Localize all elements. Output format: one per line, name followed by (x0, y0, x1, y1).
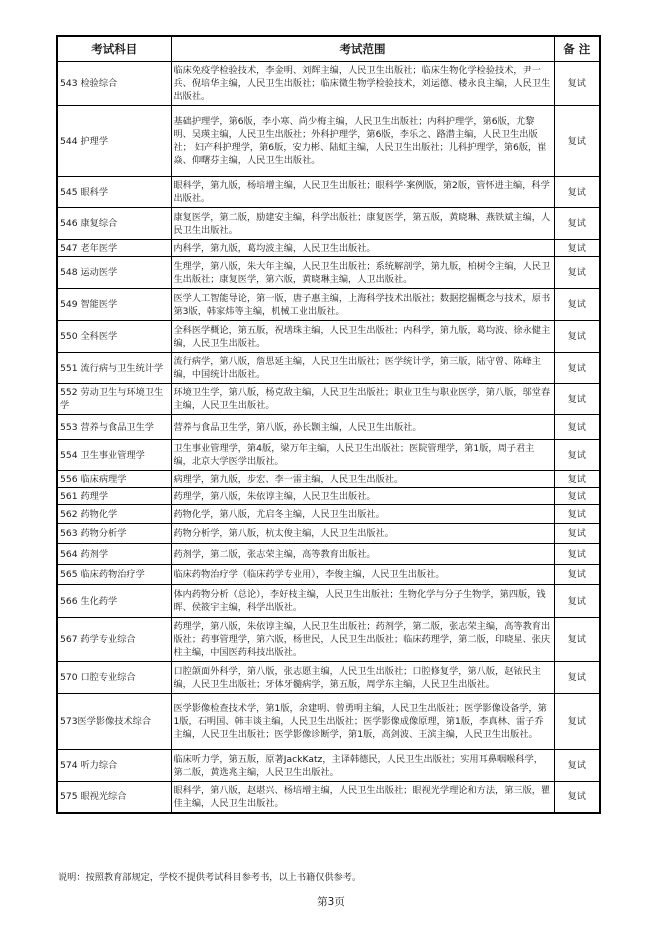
table-header-row (57, 36, 600, 62)
footnote: 说明：按照教育部规定，学校不提供考试科目参考书，以上书籍仅供参考。 (58, 872, 362, 883)
table-row (57, 440, 600, 471)
table-row (57, 694, 600, 750)
header-note: 备 注 (554, 36, 600, 62)
table-row (57, 257, 600, 289)
note-cell: 复试 (554, 177, 600, 208)
table-row (57, 289, 600, 321)
subject-cell: 561 药理学 (57, 488, 171, 505)
exam-scope-table (56, 35, 601, 814)
subject-cell: 543 检验综合 (57, 62, 171, 106)
table-row (57, 208, 600, 240)
table-row (57, 750, 600, 782)
table-row (57, 106, 600, 177)
table-row (57, 524, 600, 544)
table-row (57, 585, 600, 618)
table-row (57, 384, 600, 415)
table-row (57, 240, 600, 257)
note-cell: 复试 (554, 321, 600, 353)
scope-cell: 临床免疫学检验技术，李金明、刘辉主编，人民卫生出版社；临床生物化学检验技术，尹一兵、倪培华主编，人民卫生出版社；临床微生物学检验技术，刘运德、楼永良主编，人民卫生出版社。 (171, 62, 554, 106)
scope-cell: 流行病学，第八版，詹思延主编，人民卫生出版社；医学统计学，第三版，陆守曾、陈峰主编，中国统计出版社。 (171, 353, 554, 384)
exam-scope-table-container (56, 35, 599, 814)
note-cell: 复试 (554, 471, 600, 488)
table-row (57, 565, 600, 585)
scope-cell: 内科学，第九版，葛均波主编，人民卫生出版社。 (171, 240, 554, 257)
note-cell: 复试 (554, 353, 600, 384)
note-cell: 复试 (554, 62, 600, 106)
scope-cell: 药理学，第八版，朱依谆主编，人民卫生出版社。 (171, 488, 554, 505)
subject-cell: 550 全科医学 (57, 321, 171, 353)
subject-cell: 564 药剂学 (57, 544, 171, 565)
table-body (57, 62, 600, 813)
subject-cell: 551 流行病与卫生统计学 (57, 353, 171, 384)
note-cell: 复试 (554, 488, 600, 505)
scope-cell: 医学人工智能导论，第一版，唐子惠主编，上海科学技术出版社；数据挖掘概念与技术，原书第3版，韩家炜等主编，机械工业出版社。 (171, 289, 554, 321)
scope-cell: 环境卫生学，第八版，杨克敌主编，人民卫生出版社；职业卫生与职业医学，第八版，邬堂春主编，人民卫生出版社。 (171, 384, 554, 415)
subject-cell: 565 临床药物治疗学 (57, 565, 171, 585)
note-cell: 复试 (554, 782, 600, 813)
subject-cell: 553 营养与食品卫生学 (57, 415, 171, 440)
scope-cell: 康复医学，第二版，励建安主编，科学出版社；康复医学，第五版，黄晓琳、燕铁斌主编，人民卫生出版社。 (171, 208, 554, 240)
subject-cell: 567 药学专业综合 (57, 618, 171, 662)
scope-cell: 全科医学概论，第五版，祝墡珠主编，人民卫生出版社；内科学，第九版，葛均波、徐永健主编，人民卫生出版社。 (171, 321, 554, 353)
note-cell: 复试 (554, 618, 600, 662)
scope-cell: 生理学，第八版，朱大年主编，人民卫生出版社；系统解剖学，第九版，柏树令主编，人民卫生出版社；康复医学，第六版，黄晓琳主编，人卫出版社。 (171, 257, 554, 289)
note-cell: 复试 (554, 289, 600, 321)
note-cell: 复试 (554, 240, 600, 257)
scope-cell: 基础护理学，第6版，李小寒、尚少梅主编，人民卫生出版社；内科护理学，第6版，尤黎明、吴瑛主编，人民卫生出版社；外科护理学，第6版，李乐之、路潜主编，人民卫生出版社； 妇产科护理学，第6版，安力彬、陆虹主编，人民卫生出版社；儿科护理学，第6版，崔焱、仰曙芬主编，人民卫生出版社。 (171, 106, 554, 177)
scope-cell: 体内药物分析（总论），李好枝主编，人民卫生出版社；生物化学与分子生物学，第四版，钱晖、侯筱宇主编，科学出版社。 (171, 585, 554, 618)
header-scope: 考试范围 (171, 36, 554, 62)
subject-cell: 554 卫生事业管理学 (57, 440, 171, 471)
scope-cell: 营养与食品卫生学，第八版，孙长颢主编，人民卫生出版社。 (171, 415, 554, 440)
note-cell: 复试 (554, 505, 600, 524)
note-cell: 复试 (554, 750, 600, 782)
subject-cell: 563 药物分析学 (57, 524, 171, 544)
table-row (57, 662, 600, 694)
table-row (57, 177, 600, 208)
note-cell: 复试 (554, 662, 600, 694)
scope-cell: 药剂学，第二版，张志荣主编，高等教育出版社。 (171, 544, 554, 565)
scope-cell: 临床药物治疗学（临床药学专业用），李俊主编，人民卫生出版社。 (171, 565, 554, 585)
subject-cell: 556 临床病理学 (57, 471, 171, 488)
header-subject: 考试科目 (57, 36, 171, 62)
scope-cell: 临床听力学，第五版，原著JackKatz，主译韩德民，人民卫生出版社；实用耳鼻咽喉科学，第二版，黄选兆主编，人民卫生出版社。 (171, 750, 554, 782)
note-cell: 复试 (554, 415, 600, 440)
table-row (57, 415, 600, 440)
subject-cell: 552 劳动卫生与环境卫生学 (57, 384, 171, 415)
note-cell: 复试 (554, 106, 600, 177)
subject-cell: 574 听力综合 (57, 750, 171, 782)
table-row (57, 488, 600, 505)
scope-cell: 药物分析学，第八版，杭太俊主编，人民卫生出版社。 (171, 524, 554, 544)
scope-cell: 口腔颌面外科学，第八版，张志愿主编，人民卫生出版社；口腔修复学，第八版，赵铱民主编，人民卫生出版社；牙体牙髓病学，第五版，周学东主编，人民卫生出版社。 (171, 662, 554, 694)
table-row (57, 544, 600, 565)
subject-cell: 549 智能医学 (57, 289, 171, 321)
subject-cell: 562 药物化学 (57, 505, 171, 524)
note-cell: 复试 (554, 257, 600, 289)
note-cell: 复试 (554, 694, 600, 750)
scope-cell: 药物化学，第八版，尤启冬主编，人民卫生出版社。 (171, 505, 554, 524)
scope-cell: 眼科学，第九版，杨培增主编，人民卫生出版社；眼科学·案例版，第2版，管怀进主编，科学出版社。 (171, 177, 554, 208)
subject-cell: 545 眼科学 (57, 177, 171, 208)
scope-cell: 病理学，第九版，步宏、李一雷主编，人民卫生出版社。 (171, 471, 554, 488)
note-cell: 复试 (554, 544, 600, 565)
subject-cell: 547 老年医学 (57, 240, 171, 257)
table-row (57, 62, 600, 106)
scope-cell: 医学影像检查技术学，第1版，余建明、曾勇明主编，人民卫生出版社；医学影像设备学，第1版，石明国、韩丰谈主编，人民卫生出版社；医学影像成像原理，第1版，李真林、雷子乔主编，人民卫生出版社；医学影像诊断学，第1版，高剑波、王滨主编，人民卫生出版社。 (171, 694, 554, 750)
subject-cell: 548 运动医学 (57, 257, 171, 289)
subject-cell: 573医学影像技术综合 (57, 694, 171, 750)
subject-cell: 570 口腔专业综合 (57, 662, 171, 694)
table-row (57, 782, 600, 813)
table-row (57, 618, 600, 662)
table-row (57, 353, 600, 384)
scope-cell: 卫生事业管理学，第4版，梁万年主编，人民卫生出版社；医院管理学，第1版，周子君主编，北京大学医学出版社。 (171, 440, 554, 471)
note-cell: 复试 (554, 440, 600, 471)
subject-cell: 566 生化药学 (57, 585, 171, 618)
note-cell: 复试 (554, 585, 600, 618)
note-cell: 复试 (554, 524, 600, 544)
table-row (57, 321, 600, 353)
scope-cell: 眼科学，第八版，赵堪兴、杨培增主编，人民卫生出版社；眼视光学理论和方法，第三版，瞿佳主编，人民卫生出版社。 (171, 782, 554, 813)
page-number: 第3页 (317, 896, 345, 908)
note-cell: 复试 (554, 208, 600, 240)
note-cell: 复试 (554, 565, 600, 585)
subject-cell: 575 眼视光综合 (57, 782, 171, 813)
note-cell: 复试 (554, 384, 600, 415)
scope-cell: 药理学，第八版，朱依谆主编，人民卫生出版社；药剂学，第二版，张志荣主编，高等教育出版社；药事管理学，第六版，杨世民，人民卫生出版社；临床药理学，第二版，印晓星、张庆柱主编，中国医药科技出版社。 (171, 618, 554, 662)
subject-cell: 546 康复综合 (57, 208, 171, 240)
table-row (57, 471, 600, 488)
subject-cell: 544 护理学 (57, 106, 171, 177)
table-row (57, 505, 600, 524)
